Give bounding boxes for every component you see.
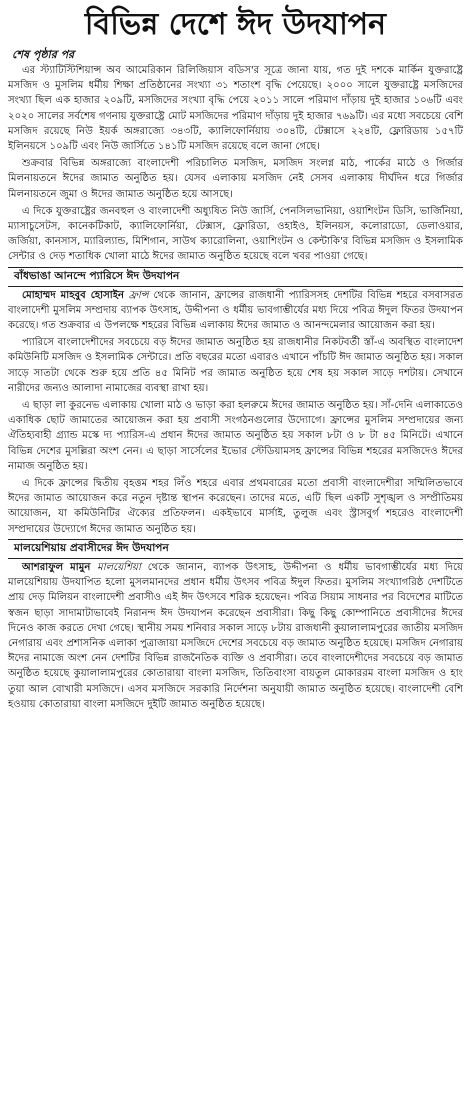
article-headline: বিভিন্ন দেশে ঈদ উদযাপন xyxy=(84,7,387,42)
malaysia-lead-text: থেকে জানান, ব্যাপক উৎসাহ, উদ্দীপনা ও ধর্মীয় ভাবগাম্ভীর্যের মধ্য দিয়ে মালয়েশিয়ায় উদযাপিত হলো মুসলমানদের প্রধান ধর্মীয় উৎসব পবিত্র ঈদুল ফিতর। মুসলিম সংখ্যাগরিষ্ঠ দেশটিতে প্রায় দেড় মিলিয়ন বাংলাদেশী প্রবাসীও এই ঈদ উৎসবে শরিক হয়েছেন। পবিত্র সিয়াম সাধনার পর বিদেশের মাটিতে স্বজন ছাড়া সাদামাটাভাবেই নিরানন্দ ঈদ উদযাপন করেছেন প্রবাসীরা। কিছু কিছু কোম্পানিতে প্রবাসীদের ঈদের দিনেও কাজ করতে দেখা গেছে। স্থানীয় সময় শনিবার সকাল সাড়ে ৮টায় রাজধানী কুয়ালালামপুরের জাতীয় মসজিদ নেগারায় এবং প্রশাসনিক এলাকা পুত্রাজায়া মসজিদে দেশের সবচেয়ে বড় জামাত অনুষ্ঠিত হয়েছে। মসজিদ নেগারায় ঈদের নামাজে অংশ নেন দেশটির বিভিন্ন রাজনৈতিক ব্যক্তি ও প্রবাসীরা। তবে বাংলাদেশীদের সবচেয়ে বড় জামাত অনুষ্ঠিত হয়েছে কুয়ালালামপুরের কোতারায়া বাংলা মসজিদ, তিতিবাংসা বায়তুল মোকাররম বাংলা মসজিদ ও হাং তুয়া আল বোখারী মসজিদে। এসব মসজিদে সরকারি নির্দেশনা অনুযায়ী জামাত অনুষ্ঠিত হয়েছে। বাংলাদেশী বেশি হওয়ায় কোতারায়া বাংলা মসজিদে দুইটি জামাত অনুষ্ঠিত হয়েছে। xyxy=(8,561,463,710)
france-paragraph-3: এ দিকে ফ্রান্সের দ্বিতীয় বৃহত্তম শহর লিঁও শহরে এবার প্রথমবারের মতো প্রবাসী বাংলাদেশীরা সম্মিলিতভাবে ঈদের জামাত আয়োজন করে নতুন দৃষ্টান্ত স্থাপন করেছেন। তাদের মতে, এটি ছিল একটি সুশৃঙ্খল ও সম্প্রীতিময় আয়োজন, যা কমিউনিটির ঐক্যের প্রতিফলন। একইভাবে মার্সাই, তুলুজ এবং স্ট্রাসবুর্গ শহরেও বাংলাদেশী সম্প্রদায়ের উদ্যোগে ঈদের জামাত অনুষ্ঠিত হয়। xyxy=(8,478,463,535)
france-lead-text: থেকে জানান, ফ্রান্সের রাজধানী প্যারিসসহ দেশটির বিভিন্ন শহরে বসবাসরত বাংলাদেশী মুসলিম সম্প্রদায় ব্যাপক উৎসাহ, উদ্দীপনা ও ধর্মীয় ভাবগাম্ভীর্যের মধ্য দিয়ে পবিত্র ঈদুল ফিতর উদযাপন করেছে। গত শুক্রবার এ উপলক্ষে শহরের বিভিন্ন এলাকায় ঈদের জামাত ও আনন্দমেলার আয়োজন করা হয়। xyxy=(8,289,463,332)
section-divider xyxy=(8,267,463,268)
us-paragraph-1: এর স্ট্যাটিস্টিশিয়ান্স অব আমেরিকান রিলিজিয়াস বডিস'র সূত্রে জানা যায়, গত দুই দশকে মার্কিন যুক্তরাষ্ট্রে মসজিদ ও মুসলিম ধর্মীয় শিক্ষা প্রতিষ্ঠানের সংখ্যা ৩১ শতাংশ বৃদ্ধি পেয়েছে। ২০০০ সালে যুক্তরাষ্ট্রে মসজিদের সংখ্যা ছিল এক হাজার ২০৯টি, মসজিদের সংখ্যা বৃদ্ধি পেয়ে ২০১১ সালে পরিমাণ দাঁড়ায় দুই হাজার ১০৬টি এবং ২০২০ সালের সর্বশেষ গণনায় যুক্তরাষ্ট্রে মোট মসজিদের পরিমাণ দাঁড়ায় দুই হাজার ৭৬৯টি। এর মধ্যে সবচেয়ে বেশি মসজিদ রয়েছে নিউ ইয়র্ক অঙ্গরাজ্যে ৩৪৩টি, ক্যালিফোর্নিয়ায় ৩০৪টি, টেক্সাসে ২২৪টি, ফ্লোরিডায় ১৫৭টি ইলিনয়সে ১০৯টি এবং নিউ জার্সিতে ১৪১টি মসজিদ রয়েছে বলে জানা গেছে। xyxy=(8,65,463,153)
section-divider xyxy=(8,539,463,540)
continued-from-label: শেষ পৃষ্ঠার পর xyxy=(12,48,75,61)
us-paragraph-3: এ দিকে যুক্তরাষ্ট্রের জনবহুল ও বাংলাদেশী অধ্যুষিত নিউ জার্সি, পেনসিলভানিয়া, ওয়াশিংটন ডিসি, ভার্জিনিয়া, ম্যাসাচুসেটস, কানেকটিকাট, ক্যালিফোর্নিয়া, টেক্সাস, ফ্লোরিডা, ওহাইও, ইলিনয়স, কলোরাডো, ডেলাওয়ার, জর্জিয়া, কানসাস, ম্যারিল্যান্ড, মিশিগান, সাউথ ক্যারোলিনা, ওয়াশিংটন ও কেন্টাকি'র বিভিন্ন মসজিদ ও ইসলামিক সেন্টার ও দেড় শতাধিক খোলা মাঠে ঈদের জামাত অনুষ্ঠিত হয়েছে বলে খবর পাওয়া গেছে। xyxy=(8,205,463,263)
france-subhead: বাঁধভাঙা আনন্দে প্যারিসে ঈদ উদযাপন xyxy=(14,269,180,282)
malaysia-subhead: মালয়েশিয়ায় প্রবাসীদের ঈদ উদযাপন xyxy=(14,541,169,554)
section-divider xyxy=(8,558,463,559)
france-lead-paragraph xyxy=(8,288,463,334)
us-paragraph-2: শুক্রবার বিভিন্ন অঙ্গরাজ্যে বাংলাদেশী পরিচালিত মসজিদ, মসজিদ সংলগ্ন মাঠ, পার্কের মাঠে ও গির্জার মিলনায়তনে ঈদের জামাত অনুষ্ঠিত হয়। যেসব এলাকায় মসজিদ নেই সেসব এলাকায় দীর্ঘদিন ধরে গির্জার মিলনায়তনে জুমা ও ঈদের জামাত অনুষ্ঠিত হয়ে আসছে। xyxy=(8,158,463,200)
france-paragraph-1: প্যারিসে বাংলাদেশীদের সবচেয়ে বড় ঈদের জামাত অনুষ্ঠিত হয় রাজধানীর নিকটবর্তী স্তাঁ-এ অবস্থিত বাংলাদেশ কমিউনিটি মসজিদ ও ইসলামিক সেন্টারে। প্রতি বছরের মতো এবারও এখানে পাঁচটি ঈদ জামাত অনুষ্ঠিত হয়। সকাল সাড়ে সাতটা থেকে শুরু হয়ে প্রতি ৪৫ মিনিট পর জামাত অনুষ্ঠিত হয়ে শেষ হয় সকাল সাড়ে দশটায়। সেখানে নারীদের জন্যও আলাদা নামাজের ব্যবস্থা রাখা হয়। xyxy=(8,337,463,394)
france-paragraph-2: এ ছাড়া লা কুরনেভ এলাকায় খোলা মাঠ ও ভাড়া করা হলরুমে ঈদের জামাত অনুষ্ঠিত হয়। সাঁ-দেনি এলাকাতেও একাধিক ছোট জামাতের আয়োজন করা হয় প্রবাসী সংগঠনগুলোর উদ্যোগে। ফ্রান্সের মুসলিম সম্প্রদায়ের জন্য ঐতিহ্যবাহী গ্র্যান্ড মস্কে দ্য প্যারিস-এ প্রধান ঈদের জামাত অনুষ্ঠিত হয় সকাল ৮টা ও ৮ টা ৪৫ মিনিটে। এখানে বিভিন্ন দেশের মুসল্লিরা অংশ নেন। এ ছাড়া সার্সেলের ইভোর স্টেডিয়ামসহ ফ্রান্সের বিভিন্ন শহরের মসজিদেও ঈদের নামাজ অনুষ্ঠিত হয়। xyxy=(8,400,463,472)
malaysia-lead-paragraph xyxy=(8,560,463,712)
malaysia-byline: আশরাফুল মামুন xyxy=(22,561,91,573)
malaysia-dateline: মালয়েশিয়া xyxy=(97,561,141,573)
section-divider xyxy=(8,286,463,287)
france-byline: মোহাম্মদ মাহবুব হোসাইন xyxy=(22,289,124,301)
france-dateline: ফ্রান্স xyxy=(128,289,149,301)
